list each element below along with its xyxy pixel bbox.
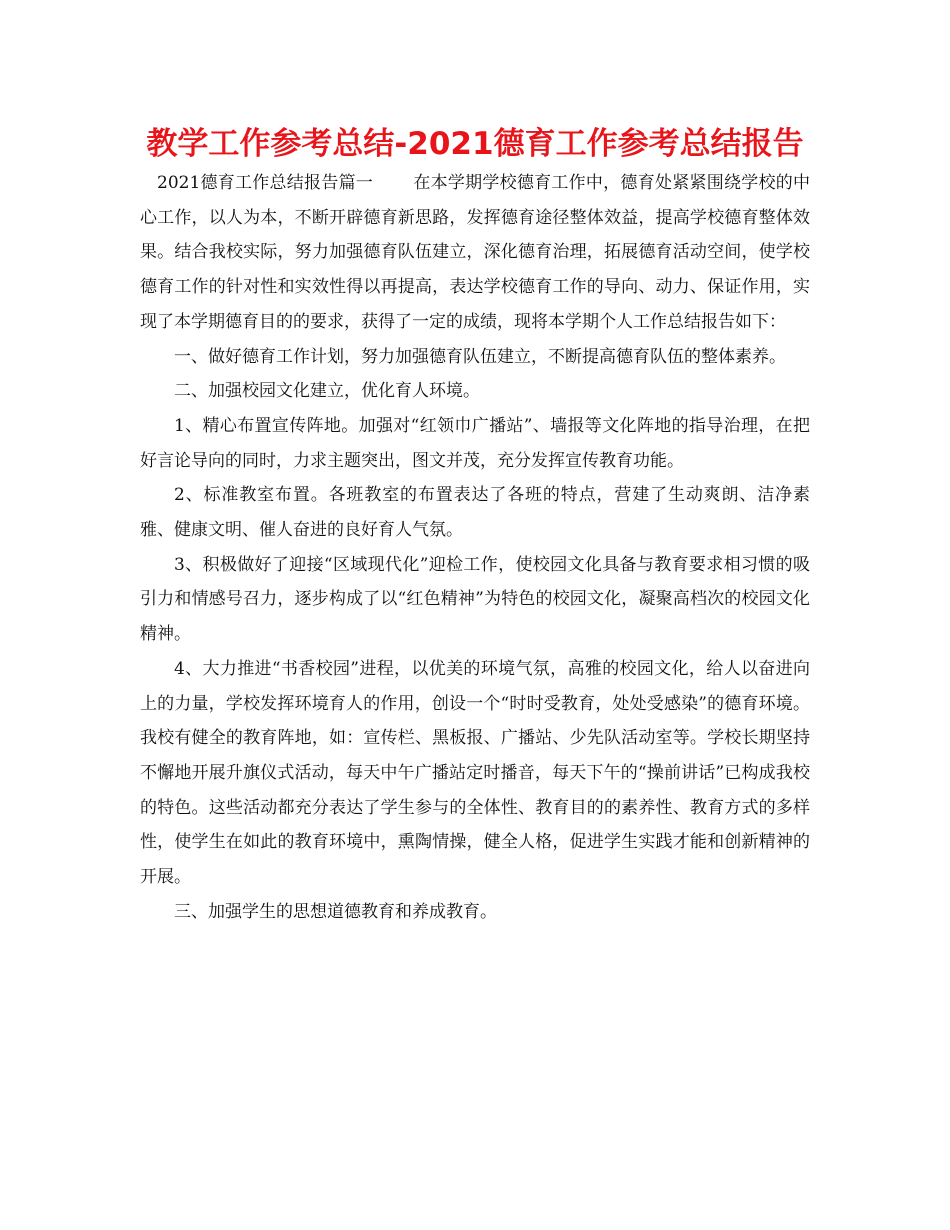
paragraph: 4、大力推进“书香校园”进程，以优美的环境气氛，高雅的校园文化，给人以奋进向上的力量，学校发挥环境育人的作用，创设一个“时时受教育，处处受感染”的德育环境。我校有健全的教育阵地，如：宣传栏、黑板报、广播站、少先队活动室等。学校长期坚持不懈地开展升旗仪式活动，每天中午广播站定时播音，每天下午的“操前讲话”已构成我校的特色。这些活动都充分表达了学生参与的全体性、教育目的的素养性、教育方式的多样性，使学生在如此的教育环境中，熏陶情操，健全人格，促进学生实践才能和创新精神的开展。: [140, 658, 810, 888]
paragraph: 三、加强学生的思想道德教育和养成教育。: [174, 901, 497, 922]
paragraph: 3、积极做好了迎接“区域现代化”迎检工作，使校园文化具备与教育要求相习惯的吸引力和情感号召力，逐步构成了以“红色精神”为特色的校园文化，凝聚高档次的校园文化精神。: [140, 554, 810, 645]
intro-paragraph: [140, 166, 810, 340]
document-body: [140, 166, 810, 929]
document-title: 教学工作参考总结-2021德育工作参考总结报告: [146, 126, 804, 162]
paragraph: 1、精心布置宣传阵地。加强对“红领巾广播站”、墙报等文化阵地的指导治理，在把好言论导向的同时，力求主题突出，图文并茂，充分发挥宣传教育功能。: [140, 415, 810, 471]
paragraph: 一、做好德育工作计划，努力加强德育队伍建立，不断提高德育队伍的整体素养。: [174, 346, 786, 367]
intro-heading: 2021德育工作总结报告篇一: [157, 173, 374, 193]
paragraph-text: 在本学期学校德育工作中，德育处紧紧围绕学校的中心工作，以人为本，不断开辟德育新思路，发挥德育途径整体效益，提高学校德育整体效果。结合我校实际，努力加强德育队伍建立，深化德育治理，拓展德育活动空间，使学校德育工作的针对性和实效性得以再提高，表达学校德育工作的导向、动力、保证作用，实现了本学期德育目的的要求，获得了一定的成绩，现将本学期个人工作总结报告如下：: [140, 173, 811, 332]
paragraph: 二、加强校园文化建立，优化育人环境。: [174, 381, 480, 402]
paragraph: 2、标准教室布置。各班教室的布置表达了各班的特点，营建了生动爽朗、洁净素雅、健康文明、催人奋进的良好育人气氛。: [140, 485, 810, 541]
